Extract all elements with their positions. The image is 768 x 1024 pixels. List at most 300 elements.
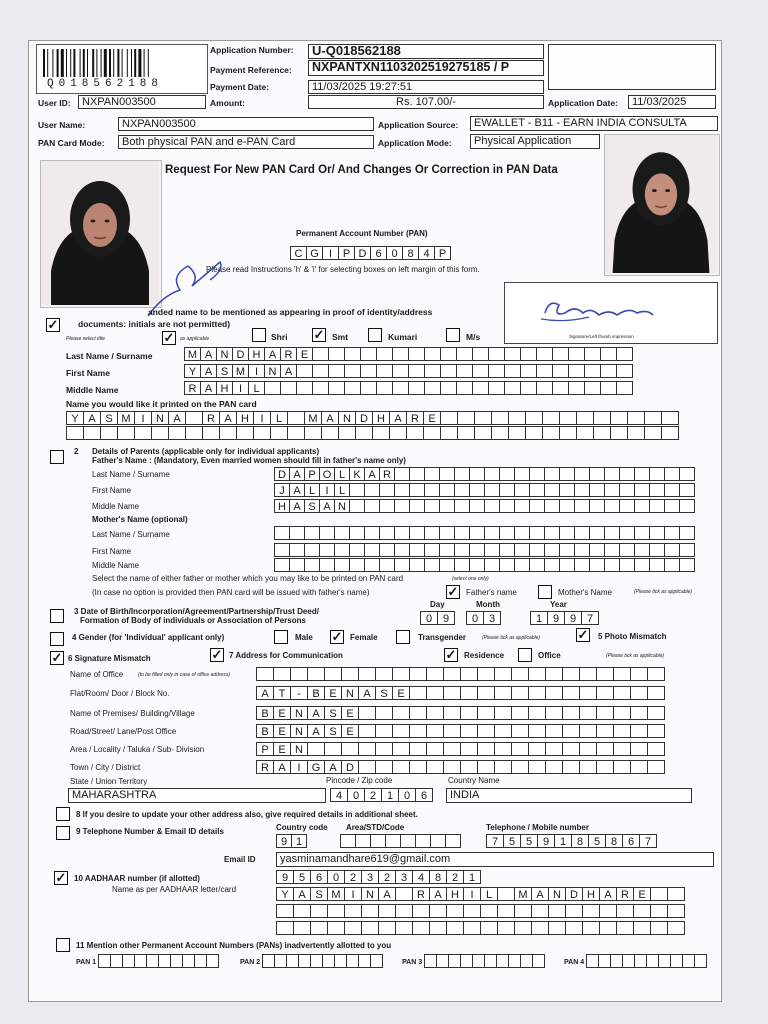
char-box[interactable]: N [290,742,308,756]
char-box[interactable] [370,954,383,968]
char-box[interactable]: A [389,411,407,425]
char-box[interactable] [650,921,668,935]
char-box[interactable]: H [372,411,390,425]
char-box[interactable] [499,526,515,540]
char-box[interactable] [424,347,441,361]
char-box[interactable] [630,760,648,774]
char-box[interactable] [304,543,320,557]
char-box[interactable] [334,543,350,557]
char-box[interactable]: R [280,347,297,361]
char-box[interactable] [440,364,457,378]
char-box[interactable] [440,426,458,440]
char-box[interactable] [494,667,512,681]
char-box[interactable]: A [319,499,335,513]
char-box[interactable]: G [306,246,323,260]
char-box[interactable] [456,364,473,378]
char-box[interactable] [664,499,680,513]
char-box[interactable] [582,921,600,935]
char-box[interactable] [604,558,620,572]
char-box[interactable] [358,760,376,774]
char-box[interactable] [424,381,441,395]
char-box[interactable] [379,526,395,540]
char-box[interactable] [327,921,345,935]
char-box[interactable] [488,347,505,361]
char-box[interactable] [469,467,485,481]
char-box[interactable]: E [273,706,291,720]
title-kumari-checkbox[interactable] [368,328,382,342]
char-box[interactable]: 0 [327,870,345,884]
char-box[interactable]: S [324,706,342,720]
char-box[interactable] [293,921,311,935]
gender-female-checkbox[interactable]: ✓ [331,629,343,644]
char-box[interactable]: 1 [291,834,307,848]
char-box[interactable] [619,526,635,540]
char-box[interactable] [650,904,668,918]
char-box[interactable]: D [341,760,359,774]
char-box[interactable] [454,543,470,557]
char-box[interactable] [599,904,617,918]
char-box[interactable]: D [232,347,249,361]
char-box[interactable] [426,706,444,720]
char-box[interactable] [474,426,492,440]
char-box[interactable]: N [361,887,379,901]
char-box[interactable]: A [289,467,305,481]
char-box[interactable] [474,411,492,425]
char-box[interactable] [544,467,560,481]
char-box[interactable] [579,706,597,720]
char-box[interactable] [304,426,322,440]
char-box[interactable]: Y [276,887,294,901]
char-box[interactable] [66,426,84,440]
char-box[interactable]: - [290,686,308,700]
char-box[interactable] [679,526,695,540]
char-box[interactable] [545,742,563,756]
char-box[interactable] [514,499,530,513]
char-box[interactable] [392,742,410,756]
char-box[interactable]: S [324,724,342,738]
char-box[interactable] [424,467,440,481]
char-box[interactable] [344,921,362,935]
char-box[interactable] [650,887,668,901]
char-box[interactable] [613,760,631,774]
char-box[interactable] [341,667,359,681]
char-box[interactable] [619,558,635,572]
char-box[interactable] [469,499,485,513]
char-box[interactable]: N [548,887,566,901]
char-box[interactable]: H [582,887,600,901]
char-box[interactable] [151,426,169,440]
char-box[interactable]: L [304,483,320,497]
char-box[interactable] [426,742,444,756]
char-box[interactable] [508,411,526,425]
char-box[interactable] [528,760,546,774]
char-box[interactable]: A [280,364,297,378]
char-box[interactable] [264,381,281,395]
char-box[interactable] [504,347,521,361]
char-box[interactable] [477,686,495,700]
char-box[interactable] [579,686,597,700]
char-box[interactable] [319,558,335,572]
char-box[interactable] [484,543,500,557]
char-box[interactable] [520,347,537,361]
char-box[interactable] [460,686,478,700]
char-box[interactable] [574,558,590,572]
char-box[interactable] [604,483,620,497]
char-box[interactable] [634,499,650,513]
char-box[interactable]: 6 [370,246,387,260]
char-box[interactable] [494,706,512,720]
char-box[interactable] [349,543,365,557]
char-box[interactable] [408,364,425,378]
char-box[interactable] [596,706,614,720]
char-box[interactable] [508,426,526,440]
char-box[interactable] [649,483,665,497]
char-box[interactable]: I [134,411,152,425]
char-box[interactable] [289,526,305,540]
char-box[interactable] [440,381,457,395]
char-box[interactable] [562,706,580,720]
gender-male-checkbox[interactable] [274,630,288,644]
char-box[interactable]: 5 [503,834,521,848]
char-box[interactable]: 2 [378,870,396,884]
char-box[interactable] [454,483,470,497]
char-box[interactable]: 4 [412,870,430,884]
char-box[interactable] [100,426,118,440]
char-box[interactable]: S [310,887,328,901]
char-box[interactable] [504,381,521,395]
char-box[interactable]: S [375,686,393,700]
char-box[interactable] [394,558,410,572]
char-box[interactable] [344,381,361,395]
char-box[interactable] [400,834,416,848]
char-box[interactable]: N [264,364,281,378]
char-box[interactable] [424,364,441,378]
char-box[interactable]: A [324,760,342,774]
char-box[interactable]: 7 [581,611,599,625]
char-box[interactable] [616,347,633,361]
char-box[interactable]: I [322,246,339,260]
char-box[interactable] [477,742,495,756]
char-box[interactable]: A [273,760,291,774]
char-box[interactable]: A [378,887,396,901]
char-box[interactable] [667,904,685,918]
char-box[interactable] [499,499,515,513]
char-box[interactable] [679,483,695,497]
char-box[interactable] [370,834,386,848]
char-box[interactable] [274,526,290,540]
char-box[interactable]: 3 [395,870,413,884]
char-box[interactable]: S [216,364,233,378]
char-box[interactable]: 9 [276,870,294,884]
char-box[interactable] [694,954,707,968]
char-box[interactable] [340,834,356,848]
char-box[interactable] [484,499,500,513]
char-box[interactable]: H [216,381,233,395]
char-box[interactable] [409,558,425,572]
char-box[interactable] [499,483,515,497]
char-box[interactable] [328,347,345,361]
char-box[interactable] [619,467,635,481]
char-box[interactable] [579,667,597,681]
char-box[interactable] [454,526,470,540]
char-box[interactable] [630,724,648,738]
title-smt-checkbox[interactable]: ✓ [313,327,325,342]
char-box[interactable] [497,921,515,935]
char-box[interactable] [520,381,537,395]
char-box[interactable] [529,499,545,513]
char-box[interactable] [616,921,634,935]
char-box[interactable] [579,760,597,774]
char-box[interactable] [545,686,563,700]
char-box[interactable] [349,558,365,572]
char-box[interactable] [344,904,362,918]
char-box[interactable] [463,921,481,935]
char-box[interactable]: R [412,887,430,901]
char-box[interactable] [633,921,651,935]
char-box[interactable] [424,483,440,497]
char-box[interactable]: E [273,724,291,738]
char-box[interactable] [616,364,633,378]
char-box[interactable] [627,411,645,425]
char-box[interactable] [664,483,680,497]
char-box[interactable] [395,921,413,935]
char-box[interactable]: A [83,411,101,425]
char-box[interactable] [445,834,461,848]
char-box[interactable] [324,742,342,756]
char-box[interactable]: 8 [571,834,589,848]
char-box[interactable] [344,364,361,378]
char-box[interactable] [499,543,515,557]
char-box[interactable] [324,667,342,681]
char-box[interactable] [528,667,546,681]
char-box[interactable] [536,381,553,395]
section9-checkbox[interactable] [56,826,70,840]
char-box[interactable] [344,347,361,361]
char-box[interactable] [392,760,410,774]
char-box[interactable] [319,526,335,540]
char-box[interactable]: 8 [402,246,419,260]
char-box[interactable] [544,526,560,540]
char-box[interactable]: A [289,499,305,513]
char-box[interactable] [647,724,665,738]
char-box[interactable] [358,742,376,756]
char-box[interactable] [604,543,620,557]
char-box[interactable] [559,411,577,425]
char-box[interactable] [664,467,680,481]
char-box[interactable] [613,724,631,738]
char-box[interactable] [574,499,590,513]
char-box[interactable] [610,426,628,440]
char-box[interactable]: 7 [639,834,657,848]
char-box[interactable] [511,667,529,681]
char-box[interactable] [274,543,290,557]
char-box[interactable] [276,921,294,935]
char-box[interactable]: L [248,381,265,395]
char-box[interactable] [630,686,648,700]
char-box[interactable] [375,667,393,681]
char-box[interactable] [528,742,546,756]
char-box[interactable]: R [616,887,634,901]
char-box[interactable] [548,904,566,918]
char-box[interactable] [634,483,650,497]
char-box[interactable]: 5 [588,834,606,848]
char-box[interactable] [424,558,440,572]
char-box[interactable] [409,526,425,540]
char-box[interactable] [494,760,512,774]
char-box[interactable] [379,543,395,557]
char-box[interactable] [355,426,373,440]
char-box[interactable] [379,499,395,513]
char-box[interactable] [378,904,396,918]
char-box[interactable] [499,558,515,572]
char-box[interactable] [562,667,580,681]
char-box[interactable] [562,724,580,738]
char-box[interactable] [375,760,393,774]
char-box[interactable] [532,954,545,968]
char-box[interactable] [544,499,560,513]
char-box[interactable] [256,667,274,681]
char-box[interactable]: N [341,686,359,700]
char-box[interactable] [545,667,563,681]
section4-checkbox[interactable] [50,632,64,646]
char-box[interactable]: 0 [466,611,484,625]
title-shri-checkbox[interactable] [252,328,266,342]
char-box[interactable] [604,467,620,481]
char-box[interactable] [469,558,485,572]
char-box[interactable] [287,426,305,440]
char-box[interactable]: 5 [293,870,311,884]
char-box[interactable] [319,543,335,557]
signature-mismatch-checkbox[interactable]: ✓ [51,650,63,665]
char-box[interactable] [647,667,665,681]
char-box[interactable] [379,558,395,572]
char-box[interactable]: 6 [415,788,433,802]
char-box[interactable] [568,381,585,395]
section10-checkbox[interactable]: ✓ [55,870,67,885]
char-box[interactable] [375,724,393,738]
char-box[interactable] [430,834,446,848]
char-box[interactable] [457,426,475,440]
char-box[interactable] [454,467,470,481]
char-box[interactable] [379,483,395,497]
char-box[interactable] [576,426,594,440]
char-box[interactable] [460,760,478,774]
char-box[interactable] [647,686,665,700]
char-box[interactable]: T [273,686,291,700]
char-box[interactable] [679,558,695,572]
char-box[interactable] [443,667,461,681]
char-box[interactable] [562,686,580,700]
char-box[interactable]: N [334,499,350,513]
char-box[interactable] [630,742,648,756]
char-box[interactable] [529,483,545,497]
char-box[interactable] [439,526,455,540]
char-box[interactable] [358,667,376,681]
char-box[interactable] [385,834,401,848]
char-box[interactable] [616,381,633,395]
char-box[interactable] [514,921,532,935]
char-box[interactable]: A [264,347,281,361]
char-box[interactable] [424,526,440,540]
char-box[interactable] [525,426,543,440]
char-box[interactable]: E [392,686,410,700]
char-box[interactable] [408,381,425,395]
char-box[interactable] [321,426,339,440]
char-box[interactable] [296,381,313,395]
char-box[interactable] [480,904,498,918]
char-box[interactable]: B [307,686,325,700]
char-box[interactable] [574,543,590,557]
char-box[interactable]: A [200,347,217,361]
char-box[interactable] [545,724,563,738]
char-box[interactable]: E [341,706,359,720]
char-box[interactable] [426,667,444,681]
char-box[interactable]: R [184,381,201,395]
char-box[interactable] [460,667,478,681]
char-box[interactable] [185,411,203,425]
char-box[interactable]: E [633,887,651,901]
char-box[interactable] [484,467,500,481]
char-box[interactable]: H [274,499,290,513]
char-box[interactable]: R [406,411,424,425]
char-box[interactable]: A [358,686,376,700]
char-box[interactable] [579,724,597,738]
char-box[interactable] [349,483,365,497]
char-box[interactable] [290,667,308,681]
section11-checkbox[interactable] [56,938,70,952]
char-box[interactable] [443,760,461,774]
char-box[interactable] [589,526,605,540]
char-box[interactable] [463,904,481,918]
char-box[interactable]: 2 [364,788,382,802]
char-box[interactable] [584,381,601,395]
char-box[interactable] [439,483,455,497]
char-box[interactable]: P [256,742,274,756]
char-box[interactable] [604,526,620,540]
char-box[interactable] [664,558,680,572]
char-box[interactable] [613,706,631,720]
char-box[interactable] [310,904,328,918]
char-box[interactable] [511,760,529,774]
char-box[interactable]: 1 [554,834,572,848]
char-box[interactable] [469,543,485,557]
char-box[interactable]: A [429,887,447,901]
char-box[interactable]: L [334,483,350,497]
char-box[interactable] [661,426,679,440]
char-box[interactable]: G [307,760,325,774]
char-box[interactable] [392,667,410,681]
char-box[interactable] [565,921,583,935]
char-box[interactable] [469,526,485,540]
char-box[interactable] [185,426,203,440]
char-box[interactable] [341,742,359,756]
char-box[interactable]: A [321,411,339,425]
char-box[interactable] [312,381,329,395]
char-box[interactable] [630,706,648,720]
char-box[interactable]: R [202,411,220,425]
char-box[interactable] [514,543,530,557]
char-box[interactable] [649,558,665,572]
char-box[interactable]: 6 [310,870,328,884]
char-box[interactable] [504,364,521,378]
char-box[interactable] [460,706,478,720]
char-box[interactable] [423,426,441,440]
char-box[interactable] [511,706,529,720]
char-box[interactable]: I [290,760,308,774]
char-box[interactable] [310,921,328,935]
char-box[interactable] [83,426,101,440]
char-box[interactable]: A [531,887,549,901]
